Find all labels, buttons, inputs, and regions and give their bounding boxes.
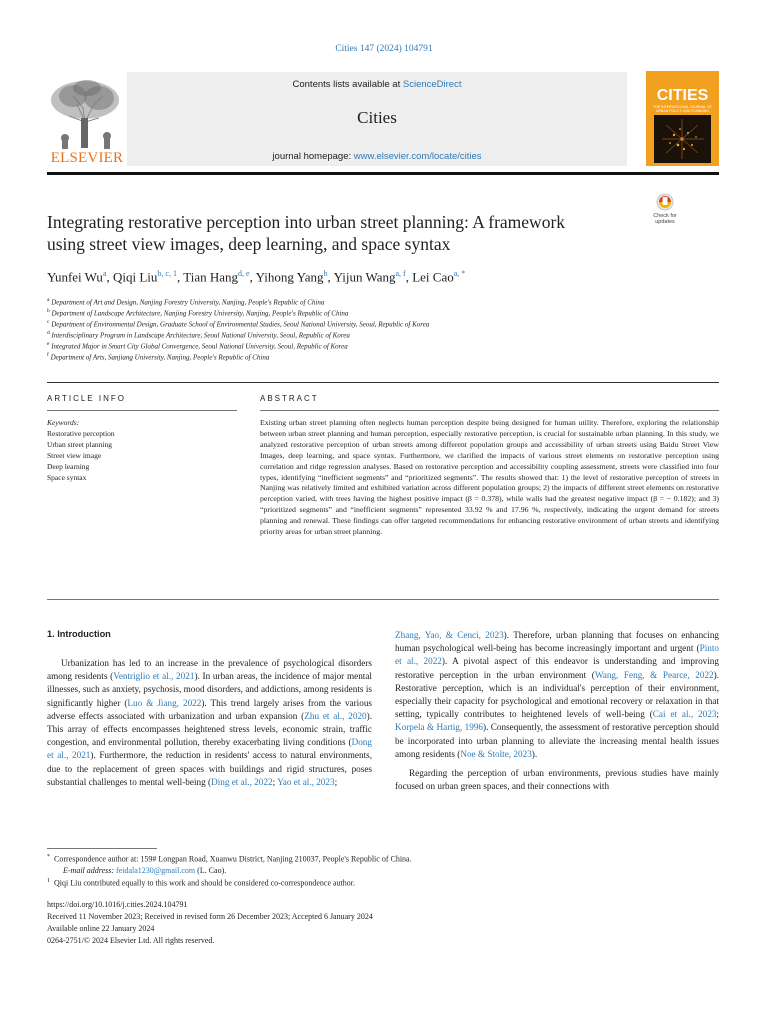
text-run: ). A pivotal aspect of this endeavor is understanding and improving restorative perception in the urban environment ( <box>395 656 719 680</box>
affiliation <box>47 296 727 307</box>
text-run: ). <box>531 748 538 759</box>
citation-link[interactable]: Zhang, Yao, & Cenci, 2023 <box>395 630 504 640</box>
citation-link[interactable]: Korpela & Hartig, 1996 <box>395 722 484 733</box>
author-affil-sup[interactable]: b <box>323 269 328 278</box>
affiliation <box>47 329 727 340</box>
article-info-heading: ARTICLE INFO <box>47 394 126 403</box>
citation-link[interactable]: Noe & Stolte, 2023 <box>460 748 532 759</box>
keyword: Space syntax <box>47 473 87 482</box>
affiliation <box>47 318 727 329</box>
author-name[interactable]: Yunfei Wu <box>47 269 103 285</box>
title-line-1: Integrating restorative perception into urban street planning: A framework <box>47 212 566 232</box>
footnote-text: Qiqi Liu contributed equally to this work and should be considered co-correspondence author. <box>54 878 356 888</box>
keyword: Deep learning <box>47 462 90 471</box>
cover-title: CITIES <box>656 87 709 104</box>
citation-link[interactable]: Wang, Feng, & Pearce, 2022 <box>594 669 714 680</box>
text-run: ; <box>272 776 278 787</box>
footnote-rule <box>47 848 157 849</box>
contents-line <box>127 79 627 90</box>
text-run: ). In urban areas, the incidence of major mental illnesses, such as anxiety, psychosis, mood disorders, and addictions, among residents is significantly higher ( <box>47 671 372 708</box>
section-heading-introduction: 1. Introduction <box>47 629 111 639</box>
citation-link[interactable]: Cai et al., 2023 <box>652 709 717 720</box>
footnote-email <box>63 866 226 875</box>
citation-link[interactable]: Ding et al., 2022 <box>211 776 273 787</box>
affiliation <box>47 307 727 318</box>
journal-name: Cities <box>357 108 397 127</box>
author-affil-sup[interactable]: a, * <box>453 269 466 278</box>
title-line-2: using street view images, deep learning, and space syntax <box>47 234 451 254</box>
elsevier-wordmark: ELSEVIER <box>50 150 124 166</box>
author-list: Yunfei Wu$^a$, Qiqi Liu$^{b, c, 1}$, Tian Hang$^{d, e}$, Yihong Yang$^b$, Yijun Wang$^{a, f}$, Lei Cao$^{a, *}$ <box>47 269 466 285</box>
text-run: ). Therefore, urban planning that focuses on enhancing human psychological well-being has become increasingly important and urgent ( <box>395 630 720 654</box>
affiliation-text: Interdisciplinary Program in Landscape Architecture, Seoul National University, Seoul, Republic of Korea <box>51 331 350 340</box>
header-rule <box>47 172 719 175</box>
badge-line-1: Check for <box>653 213 677 219</box>
text-run: ; <box>716 709 719 720</box>
body-paragraph: Regarding the perception of urban environments, previous studies have mainly focused on urban green spaces, and their connections with <box>395 768 719 792</box>
available-online: Available online 22 January 2024 <box>47 924 155 933</box>
abstract-bottom-rule <box>47 599 719 600</box>
text-run: Urbanization has led to an increase in the prevalence of psychological disorders among residents ( <box>47 658 372 682</box>
article-title <box>47 211 647 255</box>
text-run: ). This array of effects encompasses heightened stress levels, economic strain, traffic congestion, and environmental pollution, thereby exacerbating living conditions ( <box>47 710 373 748</box>
keyword: Urban street planning <box>47 440 112 449</box>
author-affil-sup[interactable]: b, c, 1 <box>157 269 177 278</box>
abstract-heading: ABSTRACT <box>260 394 319 403</box>
left-column <box>47 657 372 789</box>
affiliation <box>47 340 727 351</box>
received-dates: Received 11 November 2023; Received in revised form 26 December 2023; Accepted 6 January 2024 <box>47 912 373 921</box>
affiliation-text: Department of Environmental Design, Graduate School of Environmental Studies, Seoul National University, Seoul, Republic of Korea <box>51 320 430 329</box>
badge-line-2: updates <box>655 219 675 225</box>
footnote-mark: 1 <box>47 878 50 884</box>
contents-prefix: Contents lists available at <box>292 79 401 90</box>
abstract-text: Existing urban street planning often neglects human perception despite being designed for human utility. Therefore, exploring the relationship between urban street planning and human perception, especially restorative perception, is crucial for sustainable urban planning. In this study, we analyzed restorative perception of urban streets among different population groups and accessibility of urban streets using Baidu Street View Images, deep learning, and space syntax. Furthermore, we clarified the impacts of various street elements on restorative perception using correlation and ridge regression analyses. Based on restorative perception and accessibility coupling assessment, streets were classified into four types, identifying “inefficient segments” and “prioritized segments”. The results showed that: 1) the level of restorative perception of streets in Nanjing was relatively limited and exhibited variation across different population groups; 2) the impacts of different street elements on restorative perception varied, with trees having the highest positive impact (β = 0.378), while walls had the greatest negative impact (β = − 0.182); and 3) “prioritized segments” and “inefficient segments” represented 33.92 % and 17.96 %, respectively, indicating the urgent demand for streets planning and renewal. These findings can offer targeted recommendations for enhancing restorative environment of urban streets and identifying priority areas for urban street planning. <box>260 418 719 537</box>
affiliation <box>47 351 727 362</box>
sciencedirect-link[interactable]: ScienceDirect <box>402 79 462 90</box>
keyword: Street view image <box>47 451 102 460</box>
citation-link[interactable]: Zhu et al., 2020 <box>304 710 367 721</box>
text-run: ; <box>334 776 338 787</box>
affiliation-sup: d <box>47 330 50 336</box>
keywords-label: Keywords: <box>47 418 80 427</box>
text-run: ). Furthermore, the reduction in residents' access to natural environments, due to the replacement of green spaces with buildings and rigid structures, poses substantial challenges to mental well-being ( <box>47 750 372 787</box>
author-affil-sup[interactable]: a <box>102 269 107 278</box>
affiliation-sup: f <box>47 352 49 358</box>
author-name[interactable]: Tian Hang <box>183 269 239 285</box>
body-paragraph <box>395 629 719 761</box>
text-run: ). Restorative perception, which is an individual's perception of their environment, especially their capacity for psychological and emotional recovery or relaxation in that setting, typically contributes to heightened levels of well-being ( <box>395 669 719 720</box>
journal-citation[interactable]: Cities 147 (2024) 104791 <box>335 44 433 54</box>
citation-link[interactable]: Luo & Jiang, 2022 <box>127 697 202 708</box>
copyright: 0264-2751/© 2024 Elsevier Ltd. All rights reserved. <box>47 936 215 945</box>
article-info-rule <box>47 410 237 411</box>
citation-link[interactable]: Dong et al., 2021 <box>47 737 372 761</box>
homepage-prefix: journal homepage: <box>272 151 352 162</box>
homepage-line <box>127 151 627 162</box>
body-paragraph <box>47 657 372 789</box>
affiliation-sup: a <box>47 297 50 303</box>
author-name[interactable]: Lei Cao <box>412 269 454 285</box>
footnote-equal-contribution <box>47 878 355 888</box>
author-affil-sup[interactable]: d, e <box>238 269 250 278</box>
section-rule-top <box>47 382 719 383</box>
check-for-updates-label <box>640 213 690 225</box>
footnote-correspondence <box>47 854 412 864</box>
citation-link[interactable]: Pinto et al., 2022 <box>395 643 719 667</box>
footnote-text: Correspondence author at: 159# Longpan Road, Xuanwu District, Nanjing 210037, People's Republic of China. <box>54 854 412 864</box>
cover-image <box>654 115 711 163</box>
citation-link[interactable]: Ventriglio et al., 2021 <box>113 671 195 682</box>
affiliation-sup: c <box>47 319 50 325</box>
author-name[interactable]: Yijun Wang <box>333 269 396 285</box>
email-link[interactable]: feidala1230@gmail.com <box>116 866 196 875</box>
author-name[interactable]: Yihong Yang <box>255 269 324 285</box>
email-label: E-mail address: <box>63 866 115 875</box>
author-name[interactable]: Qiqi Liu <box>113 269 158 285</box>
text-run: ). This trend largely arises from the various adverse effects associated with urbanization and urban expansion ( <box>47 697 373 721</box>
email-suffix: (L. Cao). <box>197 866 227 875</box>
affiliation-text: Department of Arts, Sanjiang University, Nanjing, People's Republic of China <box>50 353 270 362</box>
journal-cover[interactable] <box>646 71 719 166</box>
right-column <box>395 629 719 793</box>
affiliation-sup: b <box>47 308 50 314</box>
doi-link[interactable]: https://doi.org/10.1016/j.cities.2024.104791 <box>47 900 188 909</box>
affiliation-text: Integrated Major in Smart City Global Convergence, Seoul National University, Seoul, Republic of Korea <box>51 342 348 351</box>
homepage-link[interactable]: www.elsevier.com/locate/cities <box>353 151 482 162</box>
footnote-mark: * <box>47 854 50 860</box>
cover-subtitle: THE INTERNATIONAL JOURNAL OF URBAN POLICY AND PLANNING <box>653 105 712 113</box>
text-run: ). Consequently, the assessment of restorative perception should be incorporated into urban planning to alleviate the increasing mental health issues among residents ( <box>395 722 719 759</box>
affiliation-text: Department of Landscape Architecture, Nanjing Forestry University, Nanjing, People's Republic of China <box>51 309 349 318</box>
citation-link[interactable]: Yao et al., 2023 <box>277 776 335 787</box>
abstract-rule <box>260 410 719 411</box>
keyword: Restorative perception <box>47 429 115 438</box>
affiliation-sup: e <box>47 341 50 347</box>
affiliation-text: Department of Art and Design, Nanjing Forestry University, Nanjing, People's Republic of China <box>51 298 325 307</box>
author-affil-sup[interactable]: a, f <box>395 269 406 278</box>
